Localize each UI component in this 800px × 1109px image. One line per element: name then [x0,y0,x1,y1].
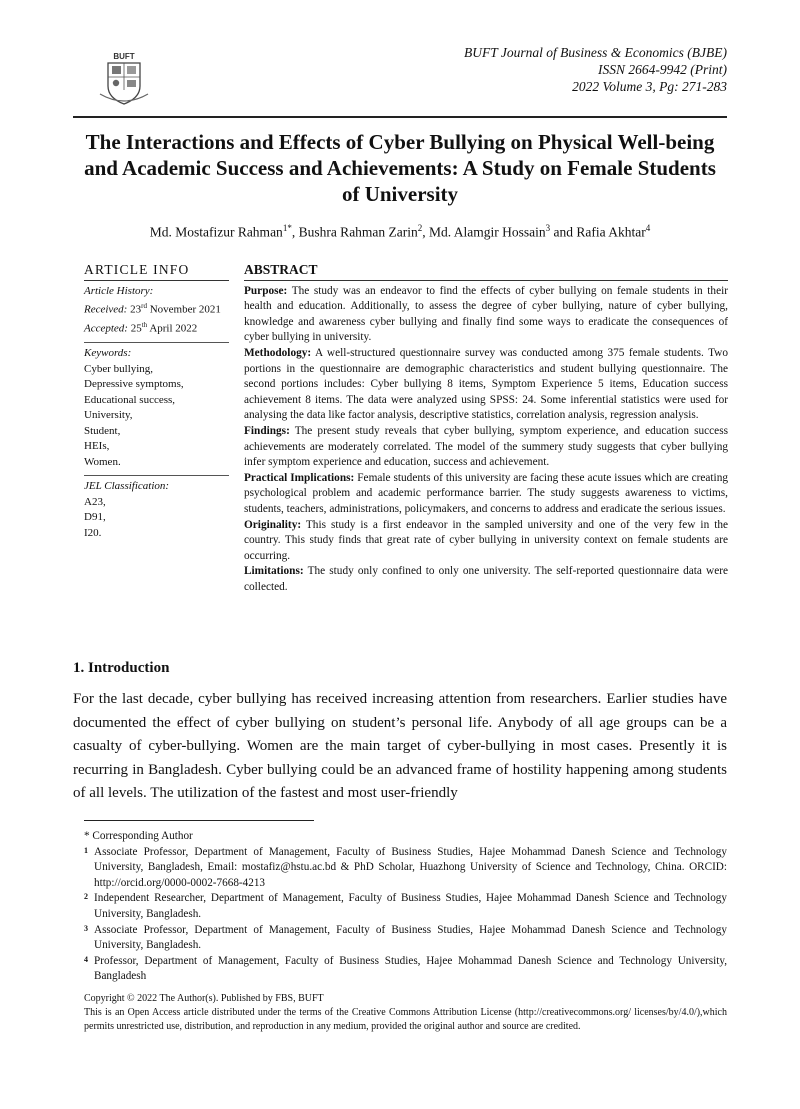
abstract-findings [244,424,728,471]
journal-issn: ISSN 2664-9942 (Print) [598,62,727,77]
keyword-item: Student, [84,424,121,437]
journal-volume: 2022 Volume 3, Pg: 271-283 [572,79,727,94]
copyright-notice [84,992,727,1034]
author-affiliation: 1* [282,223,292,233]
footnote [84,845,727,892]
author-list [73,223,727,241]
abstract-purpose [244,284,728,346]
author-separator: and [550,224,577,240]
keyword-item: Educational success, [84,393,176,406]
received-label: Received: [84,303,128,316]
jel-label: JEL Classification: [84,480,170,493]
journal-header [464,44,727,95]
section-label: Purpose: [244,284,288,297]
author-affiliation: 4 [645,223,651,233]
abstract [244,262,728,595]
corresponding-author-note: * Corresponding Author [84,830,193,842]
section-label: Findings: [244,424,290,437]
keyword-item: HEIs, [84,440,110,453]
received-rest: November 2021 [149,303,221,316]
received-sup: rd [141,302,147,310]
abstract-methodology [244,346,728,424]
copyright-line: Copyright © 2022 The Author(s). Published by FBS, BUFT [84,993,324,1004]
accepted-date [84,318,229,337]
keyword-item: Depressive symptoms, [84,378,184,391]
introduction-text: For the last decade, cyber bullying has received increasing attention from researchers. Earlier studies have documented the effect of cyber bullying on student’s personal life. Anybody of all age groups can be a casualty of cyber-bullying. Women are the main target of cyber-bullying in most cases. Presently it is recurring in Bangladesh. Cyber bullying could be an advanced frame of hostility happening among students of all levels. The utilization of the fastest and most user-friendly [73,691,727,801]
introduction-heading: 1. Introduction [73,660,170,676]
accepted-rest: April 2022 [149,322,198,335]
abstract-originality [244,518,728,565]
license-text: This is an Open Access article distributed under the terms of the Creative Commons Attribution License (http://creativecommons.org/ licenses/by/4.0/),which permits unrestricted use, distribution, and reproduction in any medium, provided the original author and source are credited. [84,1007,727,1032]
info-divider [84,342,229,343]
abstract-heading: ABSTRACT [244,262,728,281]
author: Md. Mostafizur Rahman [149,224,283,240]
section-text: The study only confined to only one university. The self-reported questionnaire data were collected. [244,565,728,593]
section-label: Methodology: [244,346,312,359]
author-affiliation: 3 [545,223,551,233]
footnote-number: 1 [84,845,88,855]
author-separator: , [291,224,299,240]
author: Rafia Akhtar [576,224,646,240]
author-affiliation: 2 [417,223,423,233]
author: Bushra Rahman Zarin [298,224,418,240]
journal-logo [94,50,154,106]
received-date [84,299,229,318]
section-label: Originality: [244,518,302,531]
footnote-text: Independent Researcher, Department of Management, Faculty of Business Studies, Hajee Mohammad Danesh Science and Technology University, Bangladesh. [94,892,727,920]
footnote-divider [84,820,314,821]
keyword-item: Cyber bullying, [84,362,154,375]
author: Md. Alamgir Hossain [429,224,546,240]
footnote [84,923,727,954]
paper-title: The Interactions and Effects of Cyber Bullying on Physical Well-being and Academic Success and Achievements: A Study on Female Students of University [84,130,716,206]
section-text: The study was an endeavor to find the effects of cyber bullying on female students in their health and education. Additionally, to assess the degree of cyber bullying, nature of cyber bullying, knowledge and awareness cyber bullying and finally find some ways to eradicate the consequences of cyber bullying in university. [244,284,728,344]
article-info-heading: ARTICLE INFO [84,262,229,281]
footnote-number: 4 [84,954,88,964]
info-divider [84,475,229,476]
jel-item: I20. [84,526,102,539]
footnote-text: Associate Professor, Department of Management, Faculty of Business Studies, Hajee Mohammad Danesh Science and Technology University, Bangladesh. [94,923,727,952]
keyword-item: Women. [84,455,121,468]
accepted-day: 25 [130,322,142,335]
university-seal-icon [94,50,154,106]
abstract-practical-implications [244,471,728,518]
logo-text: BUFT [113,52,135,61]
abstract-limitations [244,564,728,595]
footnote-number: 2 [84,892,88,902]
footnote-number: 3 [84,923,88,933]
jel-item: A23, [84,495,106,508]
jel-item: D91, [84,511,106,524]
journal-name: BUFT Journal of Business & Economics (BJBE) [464,45,727,60]
keyword-item: University, [84,409,133,422]
article-history-label: Article History: [84,284,154,297]
section-text: This study is a first endeavor in the sampled university and one of the very few in the country. This study finds that great rate of cyber bullying in university context on female students are occurring. [244,518,728,562]
accepted-sup: th [141,321,148,330]
keywords-label: Keywords: [84,347,132,360]
article-info [84,262,229,541]
received-day: 23 [130,303,142,316]
footnote-text: Associate Professor, Department of Management, Faculty of Business Studies, Hajee Mohammad Danesh Science and Technology University, Bangladesh, Email: mostafiz@hstu.ac.bd & PhD Scholar, Huazhong University of Science and Technology, China. ORCID: http://orcid.org/0000-0002-7668-4213 [94,845,727,889]
footnote-text: Professor, Department of Management, Faculty of Business Studies, Hajee Mohammad Danesh Science and Technology University, Bangladesh [94,954,727,983]
section-text: Female students of this university are facing these acute issues which are creating psychological problem and academic performance barrier. The study suggests awareness to victims, students, teachers, administrations, policymakers, and concerns to address and eradicate the serious issues. [244,471,728,515]
accepted-label: Accepted: [84,322,128,335]
section-text: A well-structured questionnaire survey was conducted among 375 female students. Two portions in the questionnaire are demographic characteristics and student bullying questionnaire. The second portions includes: Cyber bullying 8 items, Symptom Experience 5 items, Education success achievement 8 items. The data were analyzed using SPSS: 24. Some inferential statistics were used for analysing the data like factor analysis, descriptive statistics, correlation analysis, regression analysis. [244,346,728,422]
footnote [84,891,727,922]
header-divider [73,116,727,118]
footnote [84,954,727,985]
section-text: The present study reveals that cyber bullying, symptom experience, and education success achievements are moderately correlated. The model of the summery study suggests that cyber bullying infer symptom experience and education, success and achievement. [244,424,728,469]
footnotes [84,829,727,985]
section-label: Limitations: [244,565,304,578]
section-label: Practical Implications: [244,471,355,484]
author-separator: , [422,224,430,240]
